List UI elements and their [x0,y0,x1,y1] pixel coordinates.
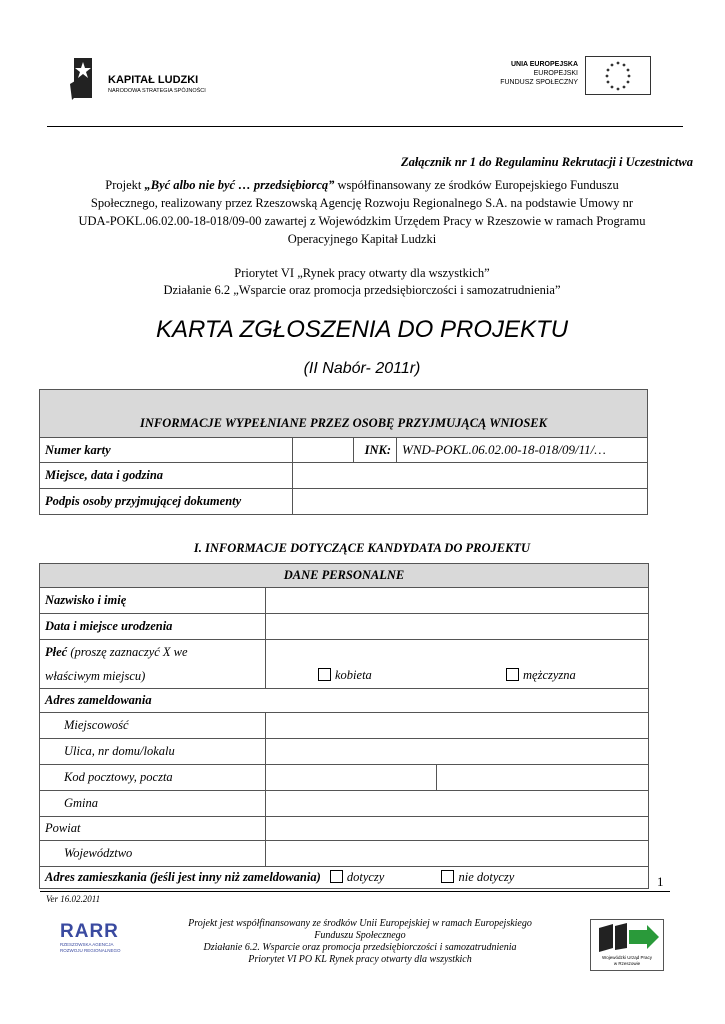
project-intro [36,176,688,248]
intro-prefix: Projekt [105,178,145,192]
residence-no-checkbox[interactable] [441,870,454,883]
priority-line1: Priorytet VI „Rynek pracy otwarty dla wszystkich” [234,266,490,280]
sex-label-bold: Płeć [45,645,68,659]
place-date-label: Miejsce, data i godzina [40,463,293,489]
sex-male-option[interactable] [506,668,576,683]
priority-line2: Działanie 6.2 „Wsparcie oraz promocja przedsiębiorczości i samozatrudnienia” [163,283,561,297]
candidate-table [39,563,649,889]
voivodeship-field[interactable] [266,841,649,867]
intro-line2: Społecznego, realizowany przez Rzeszowską Agencję Rozwoju Regionalnego S.A. na podstawie Umowy nr [90,196,634,210]
footer-line2: Funduszu Społecznego [314,930,406,941]
project-name: „Być albo nie być … przedsiębiorcą” [144,178,335,192]
main-title: KARTA ZGŁOSZENIA DO PROJEKTU [155,316,569,343]
street-label: Ulica, nr domu/lokalu [40,739,266,765]
county-field[interactable] [266,817,649,841]
eu-line1: UNIA EUROPEJSKA [510,61,578,68]
sex-label-line2: właściwym miejscu) [45,669,146,683]
female-checkbox[interactable] [318,668,331,681]
kl-logo-title: KAPITAŁ LUDZKI [108,74,199,86]
intake-table [39,389,648,515]
residence-yes-checkbox[interactable] [330,870,343,883]
commune-field[interactable] [266,791,649,817]
footer-line1: Projekt jest współfinansowany ze środków Unii Europejskiej w ramach Europejskiego [188,918,532,929]
kl-logo-subtitle: NARODOWA STRATEGIA SPÓJNOŚCI [108,88,206,94]
commune-label: Gmina [40,791,266,817]
rarr-logo [60,922,140,962]
voivodeship-label: Województwo [40,841,266,867]
eu-logo-text [478,60,578,87]
signature-field[interactable] [293,489,648,515]
intro-line4: Operacyjnego Kapitał Ludzki [287,232,437,246]
eu-line2: EUROPEJSKI [533,70,578,77]
male-checkbox[interactable] [506,668,519,681]
intro-line1-rest: współfinansowany ze środków Europejskiego Funduszu [334,178,619,192]
footer-divider [40,891,670,892]
ink-value[interactable]: WND-POKL.06.02.00-18-018/09/11/… [397,438,648,463]
subtitle: (II Nabór- 2011r) [303,360,421,377]
kapital-ludzki-emblem-icon [68,54,100,102]
intake-header: INFORMACJE WYPEŁNIANE PRZEZ OSOBĘ PRZYJMUJĄCĄ WNIOSEK [40,390,648,438]
rarr-sub2: ROZWOJU REGIONALNEGO [60,948,121,953]
page-number: 1 [657,874,664,889]
rarr-sub1: RZESZOWSKA AGENCJA [60,942,114,947]
wup-line1: Wojewódzki Urząd Pracy [602,955,652,960]
female-label: kobieta [335,668,372,682]
ink-label: INK: [354,438,397,463]
residence-label: Adres zamieszkania (jeśli jest inny niż zameldowania) [45,870,321,884]
rarr-logo-text: RARR [60,921,119,942]
wup-line2: w Rzeszowie [613,961,641,966]
postal-label: Kod pocztowy, poczta [40,765,266,791]
post-office-field[interactable] [437,765,649,791]
card-number-label: Numer karty [40,438,293,463]
footer-line3: Działanie 6.2. Wsparcie oraz promocja przedsiębiorczości i samozatrudnienia [203,942,517,953]
header-divider [47,126,683,127]
residence-no-label: nie dotyczy [458,870,515,884]
eu-flag-icon [585,56,651,95]
attachment-note: Załącznik nr 1 do Regulaminu Rekrutacji i Uczestnictwa [400,155,693,169]
priority-info [36,265,688,299]
wup-logo [590,919,664,971]
residence-yes-option[interactable] [330,870,384,884]
birth-label: Data i miejsce urodzenia [40,614,266,640]
sex-label-rest: (proszę zaznaczyć X we [67,645,188,659]
sex-label [40,640,266,689]
residence-yes-label: dotyczy [346,870,385,884]
residence-no-option[interactable] [441,870,514,884]
kapital-ludzki-logo [68,54,218,104]
birth-field[interactable] [266,614,649,640]
place-date-field[interactable] [293,463,648,489]
postal-code-field[interactable] [266,765,437,791]
city-label: Miejscowość [40,713,266,739]
personal-data-header: DANE PERSONALNE [40,564,649,588]
residence-row [40,867,649,889]
street-field[interactable] [266,739,649,765]
footer-line4: Priorytet VI PO KL Rynek pracy otwarty dla wszystkich [248,954,472,965]
address-label: Adres zameldowania [40,689,649,713]
version-note: Ver 16.02.2011 [46,894,101,904]
male-label: mężczyzna [523,668,576,682]
eu-line3: FUNDUSZ SPOŁECZNY [500,79,578,86]
sex-female-option[interactable] [318,668,372,683]
county-label: Powiat [40,817,266,841]
city-field[interactable] [266,713,649,739]
surname-label: Nazwisko i imię [40,588,266,614]
footer-text [160,918,560,966]
surname-field[interactable] [266,588,649,614]
intro-line3: UDA-POKL.06.02.00-18-018/09-00 zawartej z Wojewódzkim Urzędem Pracy w Rzeszowie w ramach Programu [78,214,646,228]
wup-arrow-icon [591,920,663,956]
sex-options [266,640,649,689]
signature-label: Podpis osoby przyjmującej dokumenty [40,489,293,515]
candidate-section-title: I. INFORMACJE DOTYCZĄCE KANDYDATA DO PROJEKTU [193,541,531,555]
card-number-field[interactable] [293,438,354,463]
